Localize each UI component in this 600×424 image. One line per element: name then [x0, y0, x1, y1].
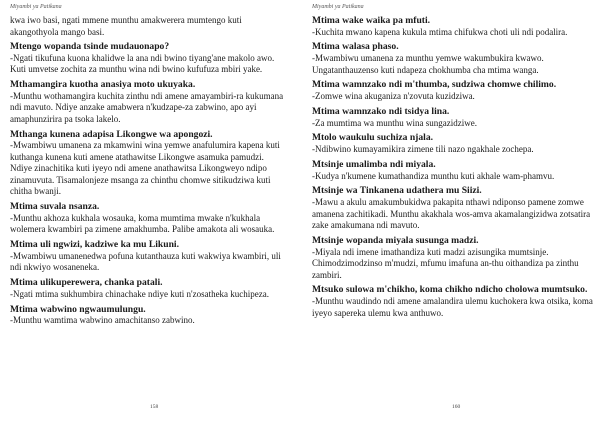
proverb-entry	[312, 79, 596, 102]
proverb-explanation: -Munthu akhoza kukhala wosauka, koma mumtima mwake n'kukhala wolemera kwambiri pa zimene amakhumba. Palibe amakota ali wosauka.	[10, 212, 275, 235]
proverb-heading: Mtima wabwino ngwaumulungu.	[10, 303, 146, 315]
proverb-heading: Mtsinje wa Tinkanena udathera mu Siizi.	[312, 185, 482, 197]
proverb-entry	[10, 201, 288, 236]
proverb-entry	[312, 132, 596, 155]
proverb-explanation: -Munthu waudindo ndi amene amalandira ulemu kuchokera kwa otsika, koma iyeyo sapereka ulemu kwa anthuwo.	[312, 296, 593, 318]
proverb-entry	[312, 41, 596, 76]
proverb-entry	[10, 239, 288, 274]
proverb-heading: Mtima wake waika pa mfuti.	[312, 15, 431, 26]
proverb-heading: Mtima suvala nsanza.	[10, 201, 100, 213]
proverb-heading: Mtengo wopanda tsinde mudauonapo?	[10, 41, 170, 53]
proverb-heading: Mtima uli ngwizi, kadziwe ka mu Likuni.	[10, 239, 179, 251]
proverb-explanation: -Mwambiwu umanena za munthu yemwe wakumbukira kwawo. Ungatanthauzenso kuti ndapeza chokhumba cha mtima wanga.	[312, 53, 544, 75]
proverb-heading: Mthamangira kuotha anasiya moto ukuyaka.	[10, 79, 196, 91]
left-page	[0, 0, 292, 424]
proverb-heading: Mtima wamnzako ndi tsidya lina.	[312, 105, 450, 117]
proverb-explanation: -Za mumtima wa munthu wina sungazidziwe.	[312, 117, 477, 128]
proverb-explanation: -Zomwe wina akuganiza n'zovuta kuzidziwa.	[312, 91, 475, 102]
proverb-explanation: -Miyala ndi imene imathandiza kuti madzi azisungika mumtsinje. Chimodzimodzinso m'mudzi, mfumu imafuna an-thu oithandiza pa zinthu zambiri.	[312, 246, 579, 280]
entry	[10, 15, 288, 38]
proverb-entry	[312, 106, 596, 129]
proverb-entry	[312, 15, 596, 38]
proverb-explanation: -Munthu wamtima wabwino amachitanso zabwino.	[10, 315, 195, 326]
page-content	[10, 15, 288, 330]
proverb-entry	[10, 41, 288, 76]
proverb-entry	[10, 304, 288, 327]
page-number: 158	[150, 404, 159, 410]
proverb-explanation: -Kudya n'kumene kumathandiza munthu kuti akhale wam-phamvu.	[312, 170, 555, 181]
proverb-entry	[312, 235, 596, 281]
page-content	[312, 15, 596, 322]
proverb-heading: Mtolo waukulu suchiza njala.	[312, 132, 434, 144]
proverb-explanation: -Mwambiwu umanena za mkamwini wina yemwe anafulumira kapena kuti kuthanga kunena kuti amene atathawitse Likongwe asamuka pamudzi. Ndiye zinachitika kuti iyeyo ndi amene anathawitsa Likongweyo ndipo zinamuvuta. Tisamalonjeze msanga za chinthu chomwe sitikudziwa kuti chitha bwanji.	[10, 140, 280, 197]
right-page	[308, 0, 600, 424]
proverb-heading: Mtima wamnzako ndi m'thumba, sudziwa chomwe chilimo.	[312, 79, 557, 91]
proverb-explanation: -Kuchita mwano kapena kukula mtima chifukwa choti uli ndi podalira.	[312, 26, 568, 37]
proverb-entry	[10, 277, 288, 300]
proverb-explanation: -Ndibwino kumayamikira zimene tili nazo ngakhale zochepa.	[312, 144, 534, 155]
proverb-heading: Mthanga kunena adapisa Likongwe wa apongozi.	[10, 128, 213, 140]
lead-paragraph: kwa iwo basi, ngati mmene munthu amakwerera mumtengo kuti akangothyola mango basi.	[10, 15, 242, 37]
proverb-explanation: -Munthu wothamangira kuchita zinthu ndi amene amayambiri-ra kukumana ndi mavuto. Ndiye anzake amabwera n'kudzape-za zabwino, apo ayi amaphunzirira pa tsoka lakelo.	[10, 90, 284, 124]
page-number: 160	[452, 404, 461, 410]
proverb-entry	[10, 79, 288, 125]
proverb-heading: Mtsinje umalimba ndi miyala.	[312, 158, 436, 170]
proverb-heading: Mtima walasa phaso.	[312, 41, 399, 53]
running-head: Miyambi ya Patikana	[312, 4, 364, 10]
proverb-explanation: -Ngati tikufuna kuona khalidwe la ana ndi bwino tiyang'ane makolo awo. Kuti umvetse zochita za munthu wina ndi bwino kufufuza mbiri yake.	[10, 52, 275, 75]
running-head: Miyambi ya Patikana	[10, 4, 62, 10]
proverb-entry	[312, 159, 596, 182]
proverb-entry	[10, 129, 288, 198]
proverb-heading: Mtsuko sulowa m'chikho, koma chikho ndicho cholowa mumtsuko.	[312, 284, 588, 296]
proverb-heading: Mtima ulikuperewera, chanka patali.	[10, 277, 163, 289]
proverb-entry	[312, 284, 596, 319]
proverb-explanation: -Mawu a akulu amakumbukidwa pakapita nthawi ndiponso pamene zomwe amanena zachitikadi. Munthu akakhala wos-amva akamalangizidwa zotsatira zake amakumana ndi mavuto.	[312, 197, 591, 231]
proverb-explanation: -Ngati mtima sukhumbira chinachake ndiye kuti n'zosatheka kuchipeza.	[10, 288, 270, 299]
proverb-entry	[312, 185, 596, 231]
proverb-explanation: -Mwambiwu umanenedwa pofuna kutanthauza kuti wakwiya kwambiri, uli ndi nkwiyo wosaneneka.	[10, 250, 281, 273]
proverb-heading: Mtsinje wopanda miyala susunga madzi.	[312, 234, 479, 246]
